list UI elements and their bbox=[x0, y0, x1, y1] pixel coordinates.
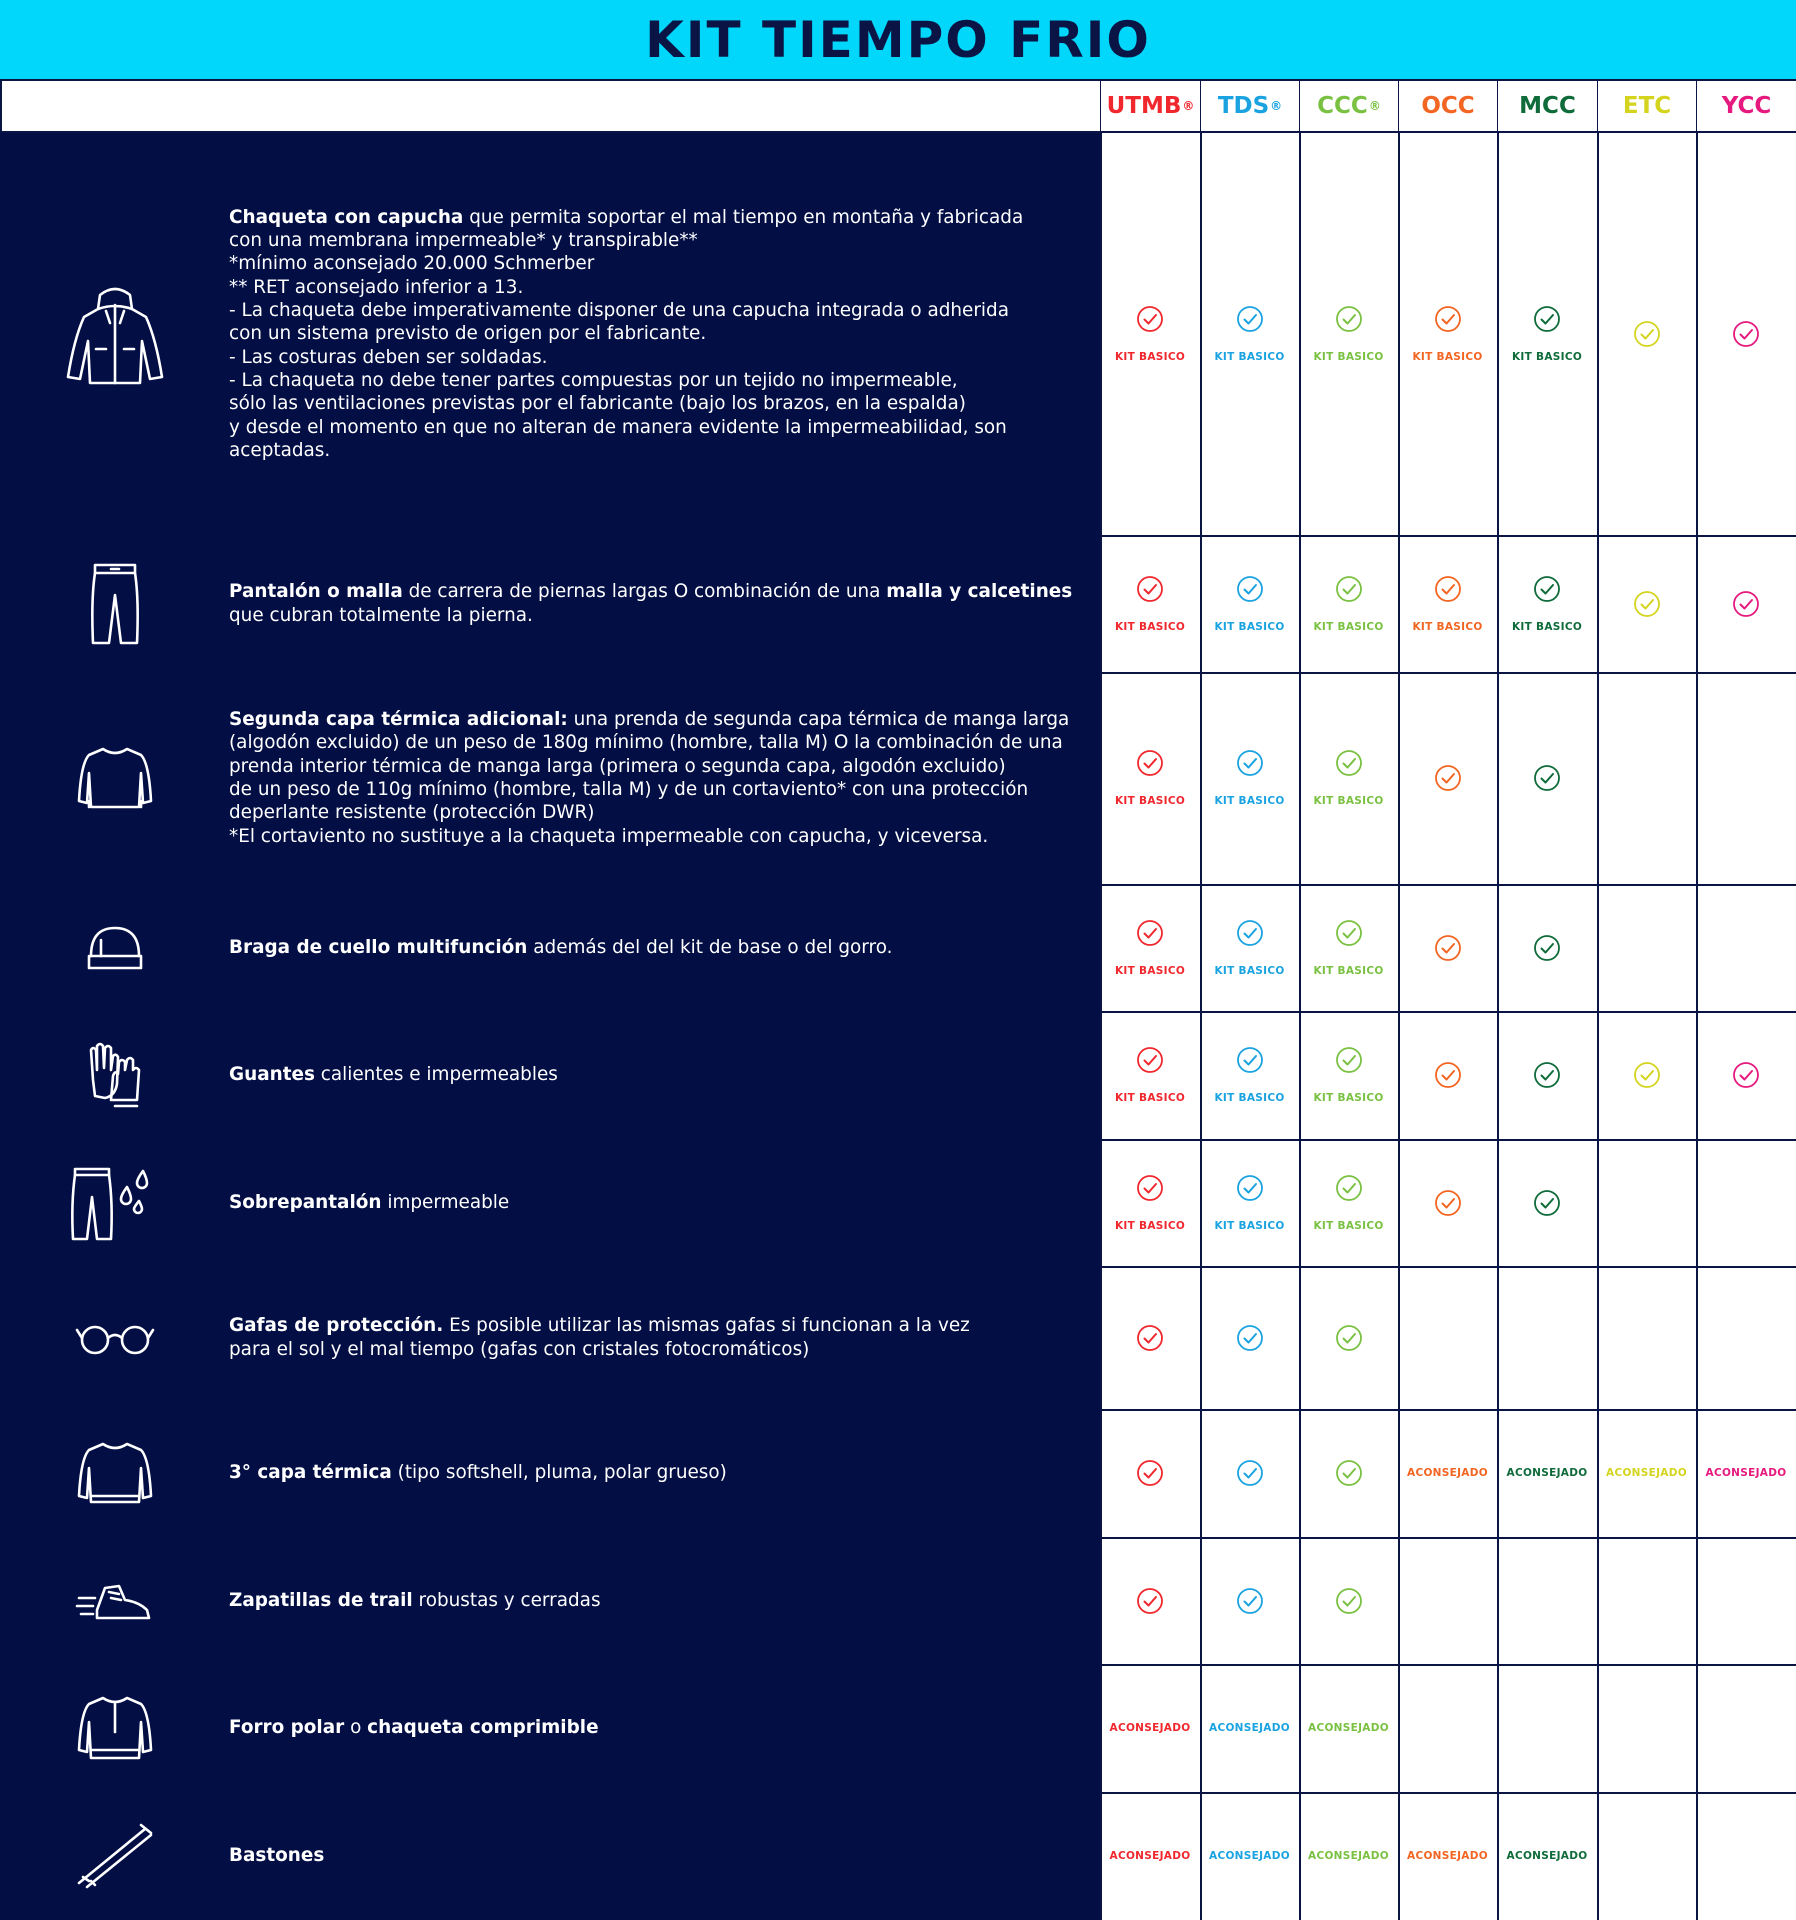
cell-ccc bbox=[1299, 1266, 1398, 1409]
check-circle-icon bbox=[1633, 1061, 1661, 1089]
kit-basico-label: KIT BASICO bbox=[1313, 1219, 1384, 1232]
check-circle-icon bbox=[1335, 1459, 1363, 1487]
item-detail: y desde el momento en que no alteran de manera evidente la impermeabilidad, son aceptadas. bbox=[229, 416, 1007, 461]
description-line bbox=[229, 825, 1099, 848]
race-header-occ bbox=[1398, 81, 1497, 131]
item-name: Braga de cuello multifunción bbox=[229, 936, 528, 958]
check-circle-icon bbox=[1136, 1459, 1164, 1487]
cell-tds bbox=[1200, 1537, 1299, 1664]
check-circle-icon bbox=[1335, 1324, 1363, 1352]
cell-tds bbox=[1200, 1139, 1299, 1266]
item-detail: que permita soportar el mal tiempo en montaña y fabricada bbox=[463, 206, 1024, 228]
check-circle-icon bbox=[1136, 575, 1164, 603]
item-detail: robustas y cerradas bbox=[412, 1589, 601, 1611]
cell-occ bbox=[1398, 535, 1497, 672]
description-line bbox=[229, 346, 1099, 369]
trail-shoe-icon bbox=[50, 1537, 180, 1664]
cell-tds bbox=[1200, 133, 1299, 535]
check-circle-icon bbox=[1335, 1046, 1363, 1074]
cell-ccc bbox=[1299, 1537, 1398, 1664]
cell-mcc bbox=[1497, 1409, 1597, 1537]
item-detail: además del del kit de base o del gorro. bbox=[527, 936, 893, 958]
check-circle-icon bbox=[1533, 575, 1561, 603]
item-description bbox=[229, 1409, 1099, 1537]
item-description bbox=[229, 1011, 1099, 1139]
description-line bbox=[229, 1063, 1099, 1086]
cell-etc bbox=[1597, 535, 1696, 672]
cell-ccc bbox=[1299, 133, 1398, 535]
kit-basico-label: KIT BASICO bbox=[1313, 620, 1384, 633]
kit-basico-label: KIT BASICO bbox=[1214, 1219, 1285, 1232]
item-detail: (algodón excluido) de un peso de 180g mínimo (hombre, talla M) O la combinación de una bbox=[229, 732, 1063, 754]
check-circle-icon bbox=[1533, 1189, 1561, 1217]
check-circle-icon bbox=[1434, 934, 1462, 962]
kit-basico-label: KIT BASICO bbox=[1114, 1092, 1186, 1104]
cell-ccc bbox=[1299, 884, 1398, 1011]
item-name: Zapatillas de trail bbox=[229, 1589, 413, 1611]
cell-ycc bbox=[1696, 1011, 1796, 1139]
check-circle-icon bbox=[1335, 919, 1363, 947]
description-line bbox=[229, 936, 1099, 959]
aconsejado-label: ACONSEJADO bbox=[1308, 1850, 1389, 1862]
column-divider bbox=[1100, 133, 1102, 1920]
check-circle-icon bbox=[1136, 1174, 1164, 1202]
kit-basico-label: KIT BASICO bbox=[1114, 351, 1186, 363]
cell-utmb bbox=[1100, 1409, 1200, 1537]
description-line bbox=[229, 604, 1099, 627]
row-divider bbox=[1100, 1792, 1796, 1794]
item-name: Gafas de protección. bbox=[229, 1315, 444, 1337]
item-detail: - La chaqueta debe imperativamente disponer de una capucha integrada o adherida bbox=[229, 300, 1009, 322]
item-detail: Es posible utilizar las mismas gafas si funcionan a la vez bbox=[443, 1315, 970, 1337]
race-header-ycc bbox=[1696, 81, 1796, 131]
description-line bbox=[229, 369, 1099, 392]
check-circle-icon bbox=[1633, 590, 1661, 618]
item-name: Pantalón o malla bbox=[229, 581, 403, 603]
description-line bbox=[229, 1844, 1099, 1867]
description-line bbox=[229, 708, 1099, 731]
item-detail: que cubran totalmente la pierna. bbox=[229, 604, 533, 626]
aconsejado-label: ACONSEJADO bbox=[1606, 1467, 1687, 1479]
race-header-ccc bbox=[1299, 81, 1398, 131]
item-description bbox=[229, 1139, 1099, 1266]
check-circle-icon bbox=[1335, 1587, 1363, 1615]
check-circle-icon bbox=[1236, 575, 1264, 603]
check-circle-icon bbox=[1136, 1046, 1164, 1074]
check-circle-icon bbox=[1434, 764, 1462, 792]
item-detail: *mínimo aconsejado 20.000 Schmerber bbox=[229, 253, 595, 275]
item-detail: o bbox=[344, 1717, 368, 1739]
check-circle-icon bbox=[1732, 1061, 1760, 1089]
check-circle-icon bbox=[1236, 1459, 1264, 1487]
cell-mcc bbox=[1497, 1792, 1597, 1920]
item-detail: (tipo softshell, pluma, polar grueso) bbox=[391, 1462, 727, 1484]
aconsejado-label: ACONSEJADO bbox=[1705, 1467, 1787, 1479]
item-detail: para el sol y el mal tiempo (gafas con cristales fotocromáticos) bbox=[229, 1338, 810, 1360]
running-pants-icon bbox=[50, 535, 180, 672]
item-description bbox=[229, 535, 1099, 672]
description-line bbox=[229, 276, 1099, 299]
aconsejado-label: ACONSEJADO bbox=[1506, 1850, 1588, 1862]
description-line bbox=[229, 1314, 1099, 1337]
cell-occ bbox=[1398, 1409, 1497, 1537]
description-line bbox=[229, 252, 1099, 275]
aconsejado-label: ACONSEJADO bbox=[1308, 1722, 1389, 1734]
cell-mcc bbox=[1497, 535, 1597, 672]
cell-ccc bbox=[1299, 672, 1398, 884]
description-line bbox=[229, 1191, 1099, 1214]
race-code: YCC bbox=[1721, 93, 1772, 119]
item-detail: calientes e impermeables bbox=[314, 1064, 558, 1086]
kit-basico-label: KIT BASICO bbox=[1412, 620, 1483, 633]
cell-utmb bbox=[1100, 1266, 1200, 1409]
column-divider bbox=[1696, 133, 1698, 1920]
item-name: Bastones bbox=[229, 1845, 325, 1867]
description-line bbox=[229, 580, 1099, 603]
cell-ccc bbox=[1299, 1792, 1398, 1920]
cell-tds bbox=[1200, 1409, 1299, 1537]
cell-ccc bbox=[1299, 1139, 1398, 1266]
item-detail: prenda interior térmica de manga larga (primera o segunda capa, algodón excluido) bbox=[229, 755, 1006, 777]
column-divider bbox=[1299, 133, 1301, 1920]
cell-occ bbox=[1398, 884, 1497, 1011]
check-circle-icon bbox=[1533, 305, 1561, 333]
cell-tds bbox=[1200, 1664, 1299, 1792]
check-circle-icon bbox=[1732, 590, 1760, 618]
item-detail: de un peso de 110g mínimo (hombre, talla M) y de un cortaviento* con una protección bbox=[229, 779, 1029, 800]
cell-utmb bbox=[1100, 1537, 1200, 1664]
race-code: MCC bbox=[1519, 93, 1576, 119]
description-line bbox=[229, 1338, 1099, 1361]
item-detail: - La chaqueta no debe tener partes compuestas por un tejido no impermeable, bbox=[229, 369, 958, 391]
cell-occ bbox=[1398, 133, 1497, 535]
column-divider bbox=[1398, 133, 1400, 1920]
kit-basico-label: KIT BASICO bbox=[1114, 964, 1186, 977]
cell-tds bbox=[1200, 672, 1299, 884]
race-header-etc bbox=[1597, 81, 1696, 131]
check-circle-icon bbox=[1732, 320, 1760, 348]
cell-mcc bbox=[1497, 1139, 1597, 1266]
item-detail: impermeable bbox=[381, 1191, 510, 1213]
race-code: CCC bbox=[1317, 93, 1368, 119]
kit-basico-label: KIT BASICO bbox=[1214, 795, 1285, 807]
race-header-row bbox=[0, 81, 1796, 133]
check-circle-icon bbox=[1335, 305, 1363, 333]
kit-basico-label: KIT BASICO bbox=[1511, 351, 1583, 363]
row-divider bbox=[1100, 1139, 1796, 1141]
registered-mark: ® bbox=[1270, 99, 1283, 113]
cell-tds bbox=[1200, 1011, 1299, 1139]
kit-basico-label: KIT BASICO bbox=[1313, 964, 1384, 977]
kit-basico-label: KIT BASICO bbox=[1313, 1092, 1384, 1104]
description-line bbox=[229, 1589, 1099, 1612]
item-description bbox=[229, 1664, 1099, 1792]
description-line bbox=[229, 392, 1099, 415]
glasses-icon bbox=[50, 1266, 180, 1409]
check-circle-icon bbox=[1236, 919, 1264, 947]
check-circle-icon bbox=[1335, 575, 1363, 603]
cell-mcc bbox=[1497, 884, 1597, 1011]
check-circle-icon bbox=[1236, 1174, 1264, 1202]
kit-basico-label: KIT BASICO bbox=[1412, 351, 1483, 363]
race-code: UTMB bbox=[1106, 93, 1182, 119]
kit-basico-label: KIT BASICO bbox=[1214, 1092, 1285, 1104]
cell-utmb bbox=[1100, 884, 1200, 1011]
check-circle-icon bbox=[1533, 934, 1561, 962]
race-code: OCC bbox=[1421, 93, 1475, 119]
description-line bbox=[229, 1716, 1099, 1739]
description-line bbox=[229, 1461, 1099, 1484]
check-circle-icon bbox=[1533, 764, 1561, 792]
cell-occ bbox=[1398, 1792, 1497, 1920]
item-name: Guantes bbox=[229, 1064, 315, 1086]
check-circle-icon bbox=[1434, 305, 1462, 333]
kit-basico-label: KIT BASICO bbox=[1313, 351, 1384, 363]
check-circle-icon bbox=[1434, 1061, 1462, 1089]
check-circle-icon bbox=[1136, 1587, 1164, 1615]
race-header-utmb bbox=[1100, 81, 1200, 131]
kit-basico-label: KIT BASICO bbox=[1114, 1219, 1186, 1232]
cell-tds bbox=[1200, 884, 1299, 1011]
cell-ycc bbox=[1696, 133, 1796, 535]
aconsejado-label: ACONSEJADO bbox=[1407, 1850, 1488, 1862]
check-circle-icon bbox=[1236, 1046, 1264, 1074]
item-detail: deperlante resistente (protección DWR) bbox=[229, 802, 595, 824]
cell-etc bbox=[1597, 133, 1696, 535]
check-circle-icon bbox=[1136, 1324, 1164, 1352]
cell-utmb bbox=[1100, 1664, 1200, 1792]
cell-etc bbox=[1597, 1011, 1696, 1139]
check-circle-icon bbox=[1236, 1587, 1264, 1615]
column-divider bbox=[1200, 133, 1202, 1920]
registered-mark: ® bbox=[1182, 99, 1195, 113]
item-name: malla y calcetines bbox=[886, 581, 1073, 603]
item-detail: de carrera de piernas largas O combinación de una bbox=[402, 581, 887, 603]
description-line bbox=[229, 229, 1099, 252]
item-name: Forro polar bbox=[229, 1717, 345, 1739]
cell-ycc bbox=[1696, 535, 1796, 672]
fleece-icon bbox=[50, 1664, 180, 1792]
column-divider bbox=[1497, 133, 1499, 1920]
header-blank-cell bbox=[0, 81, 1100, 131]
kit-basico-label: KIT BASICO bbox=[1511, 620, 1583, 633]
item-detail: *El cortaviento no sustituye a la chaqueta impermeable con capucha, y viceversa. bbox=[229, 825, 989, 847]
cell-tds bbox=[1200, 1792, 1299, 1920]
beanie-icon bbox=[50, 884, 180, 1011]
kit-basico-label: KIT BASICO bbox=[1114, 795, 1186, 807]
aconsejado-label: ACONSEJADO bbox=[1407, 1467, 1488, 1479]
race-header-mcc bbox=[1497, 81, 1597, 131]
kit-basico-label: KIT BASICO bbox=[1214, 620, 1285, 633]
description-line bbox=[229, 801, 1099, 824]
cell-occ bbox=[1398, 672, 1497, 884]
item-name: 3° capa térmica bbox=[229, 1462, 392, 1484]
cell-mcc bbox=[1497, 1011, 1597, 1139]
kit-basico-label: KIT BASICO bbox=[1114, 620, 1186, 633]
kit-basico-label: KIT BASICO bbox=[1214, 964, 1285, 977]
check-circle-icon bbox=[1434, 1189, 1462, 1217]
aconsejado-label: ACONSEJADO bbox=[1209, 1722, 1290, 1734]
cell-utmb bbox=[1100, 133, 1200, 535]
cell-utmb bbox=[1100, 672, 1200, 884]
check-circle-icon bbox=[1236, 749, 1264, 777]
row-divider bbox=[1100, 1011, 1796, 1013]
aconsejado-label: ACONSEJADO bbox=[1109, 1850, 1191, 1862]
registered-mark: ® bbox=[1368, 99, 1381, 113]
check-circle-icon bbox=[1434, 575, 1462, 603]
cell-ccc bbox=[1299, 1409, 1398, 1537]
check-circle-icon bbox=[1335, 1174, 1363, 1202]
row-divider bbox=[1100, 1266, 1796, 1268]
cell-mcc bbox=[1497, 133, 1597, 535]
item-description bbox=[229, 1266, 1099, 1409]
aconsejado-label: ACONSEJADO bbox=[1506, 1467, 1588, 1479]
item-description bbox=[229, 884, 1099, 1011]
waterproof-pants-icon bbox=[50, 1139, 180, 1266]
row-divider bbox=[1100, 672, 1796, 674]
kit-basico-label: KIT BASICO bbox=[1313, 795, 1384, 807]
description-line bbox=[229, 299, 1099, 322]
description-line bbox=[229, 778, 1099, 801]
check-circle-icon bbox=[1335, 749, 1363, 777]
item-name: Chaqueta con capucha bbox=[229, 206, 464, 228]
cell-ccc bbox=[1299, 1011, 1398, 1139]
gloves-icon bbox=[50, 1011, 180, 1139]
row-divider bbox=[1100, 1537, 1796, 1539]
cell-occ bbox=[1398, 1139, 1497, 1266]
item-detail: con un sistema previsto de origen por el fabricante. bbox=[229, 323, 707, 345]
poles-icon bbox=[50, 1792, 180, 1920]
cell-tds bbox=[1200, 1266, 1299, 1409]
row-divider bbox=[1100, 1664, 1796, 1666]
row-divider bbox=[1100, 884, 1796, 886]
cell-utmb bbox=[1100, 1139, 1200, 1266]
check-circle-icon bbox=[1136, 919, 1164, 947]
row-divider bbox=[1100, 1409, 1796, 1411]
item-description bbox=[229, 133, 1099, 535]
race-header-tds bbox=[1200, 81, 1299, 131]
jacket-icon bbox=[50, 133, 180, 535]
item-description bbox=[229, 1537, 1099, 1664]
race-code: ETC bbox=[1622, 93, 1672, 119]
cell-utmb bbox=[1100, 1011, 1200, 1139]
aconsejado-label: ACONSEJADO bbox=[1209, 1850, 1290, 1862]
description-line bbox=[229, 322, 1099, 345]
check-circle-icon bbox=[1236, 1324, 1264, 1352]
check-circle-icon bbox=[1236, 305, 1264, 333]
check-circle-icon bbox=[1533, 1061, 1561, 1089]
item-name: Sobrepantalón bbox=[229, 1191, 382, 1213]
description-line bbox=[229, 416, 1099, 463]
item-description bbox=[229, 672, 1099, 884]
description-line bbox=[229, 731, 1099, 754]
description-line bbox=[229, 206, 1099, 229]
item-name: Segunda capa térmica adicional: bbox=[229, 709, 568, 731]
item-name: chaqueta comprimible bbox=[367, 1717, 599, 1739]
item-description bbox=[229, 1792, 1099, 1920]
cell-utmb bbox=[1100, 535, 1200, 672]
check-circle-icon bbox=[1136, 749, 1164, 777]
aconsejado-label: ACONSEJADO bbox=[1109, 1722, 1191, 1734]
cell-ccc bbox=[1299, 1664, 1398, 1792]
item-detail: ** RET aconsejado inferior a 13. bbox=[229, 276, 524, 298]
item-detail: sólo las ventilaciones previstas por el fabricante (bajo los brazos, en la espalda) bbox=[229, 393, 966, 415]
sweater-icon bbox=[50, 1409, 180, 1537]
check-circle-icon bbox=[1136, 305, 1164, 333]
cell-ycc bbox=[1696, 1409, 1796, 1537]
description-line bbox=[229, 755, 1099, 778]
item-detail: con una membrana impermeable* y transpirable** bbox=[229, 230, 698, 252]
page-title: KIT TIEMPO FRIO bbox=[645, 10, 1151, 69]
thermal-layer-icon bbox=[50, 672, 180, 884]
cell-mcc bbox=[1497, 672, 1597, 884]
cell-ccc bbox=[1299, 535, 1398, 672]
row-divider bbox=[1100, 535, 1796, 537]
cell-etc bbox=[1597, 1409, 1696, 1537]
kit-basico-label: KIT BASICO bbox=[1214, 351, 1285, 363]
item-detail: - Las costuras deben ser soldadas. bbox=[229, 346, 548, 368]
column-divider bbox=[1597, 133, 1599, 1920]
check-circle-icon bbox=[1633, 320, 1661, 348]
cell-utmb bbox=[1100, 1792, 1200, 1920]
race-code: TDS bbox=[1217, 93, 1270, 119]
cell-tds bbox=[1200, 535, 1299, 672]
item-detail: una prenda de segunda capa térmica de manga larga bbox=[567, 709, 1070, 731]
title-bar bbox=[0, 0, 1796, 81]
cell-occ bbox=[1398, 1011, 1497, 1139]
